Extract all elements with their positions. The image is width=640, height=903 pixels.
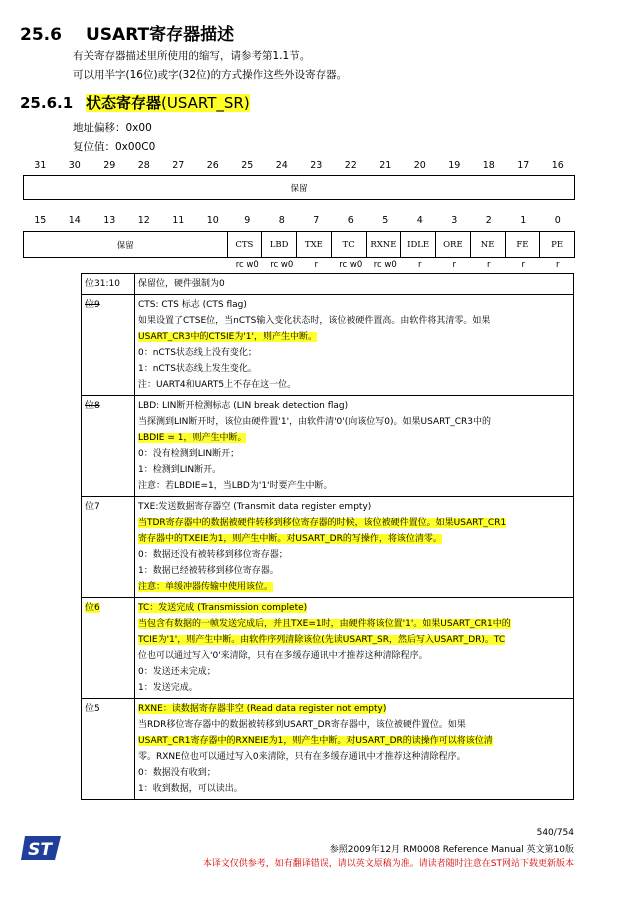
bit-description: 保留位，硬件强制为0 [135,274,574,295]
bit-number: 18 [482,160,495,171]
access-type: r [521,260,525,270]
table-row [82,497,574,598]
access-type: r [556,260,560,270]
bit-number: 14 [68,215,81,226]
bit-number: 19 [448,160,461,171]
bit-number: 2 [485,215,492,226]
intro-line-1: 有关寄存器描述里所使用的缩写，请参考第1.1节。 [73,50,311,62]
svg-text:ST: ST [28,840,52,860]
translation-disclaimer: 本译文仅供参考，如有翻译错误，请以英文原稿为准。请读者随时注意在ST网站下载更新版本 [202,859,574,869]
page-number: 540/754 [536,828,574,838]
bit-description: TC：发送完成 (Transmission complete) 当包含有数据的一帧发送完成后，并且TXE=1时，由硬件将该位置'1'。如果USART_CR1中的 TCIE为'1'，则产生中断。由软件序列清除该位(先读USART_SR，然后写入USART_DR)。TC 位也可以通过写入'0'来清除，只有在多缓存通讯中才推荐这种清除程序。 0：发送还未完成； 1：发送完成。 [135,598,574,699]
bit-number: 4 [416,215,423,226]
subsection-title-highlighted: 状态寄存器(USART_SR) [86,94,250,112]
bit-label: 位6 [85,603,100,613]
bit-label: 位7 [82,497,135,598]
reset-value: 复位值：0x00C0 [73,141,156,153]
bit-label: 位5 [82,699,135,800]
access-type: r [418,260,422,270]
bit-number: 16 [551,160,564,171]
bit-number: 7 [313,215,320,226]
bit-number: 29 [103,160,116,171]
bit-number: 21 [379,160,392,171]
bit-number: 1 [520,215,527,226]
bit-number: 11 [172,215,185,226]
section-heading [20,20,234,45]
bit-number: 25 [241,160,254,171]
upper-register-box [23,175,575,200]
bit-number: 10 [206,215,219,226]
access-type: rc w0 [339,260,363,270]
bit-number: 13 [103,215,116,226]
bit-number: 27 [172,160,185,171]
field-rxne: RXNE [366,232,401,257]
field-cts: CTS [227,232,262,257]
bit-label: 位8 [85,401,100,411]
lower-register-box [23,231,575,258]
bit-number: 22 [344,160,357,171]
field-tc: TC [331,232,366,257]
field-idle: IDLE [400,232,435,257]
field-pe: PE [539,232,574,257]
section-number: 25.6 [20,25,62,45]
bit-number: 3 [451,215,458,226]
table-row [82,598,574,699]
access-type: r [487,260,491,270]
st-logo [21,836,61,860]
access-type: rc w0 [270,260,294,270]
table-row [82,396,574,497]
bit-number: 30 [68,160,81,171]
bit-number: 8 [278,215,285,226]
table-row [82,295,574,396]
bit-description: TXE:发送数据寄存器空 (Transmit data register empty) 当TDR寄存器中的数据被硬件转移到移位寄存器的时候，该位被硬件置位。如果USART_CR1 寄存器中的TXEIE为1，则产生中断。对USART_DR的写操作，将该位清零。 0：数据还没有被转移到移位寄存器； 1：数据已经被转移到移位寄存器。 注意：单缓冲器传输中使用该位。 [135,497,574,598]
section-title: USART寄存器描述 [86,25,235,45]
field-ne: NE [470,232,505,257]
access-type: rc w0 [373,260,397,270]
bit-number: 9 [244,215,251,226]
bit-number: 31 [34,160,47,171]
access-type: r [314,260,318,270]
upper-bit-numbers [23,160,575,171]
reserved-field: 保留 [116,240,134,251]
bit-number: 5 [382,215,389,226]
field-txe: TXE [296,232,331,257]
bit-number: 17 [517,160,530,171]
field-ore: ORE [435,232,470,257]
reference-line: 参照2009年12月 RM0008 Reference Manual 英文第10版 [329,845,574,855]
bit-number: 20 [413,160,426,171]
bit-number: 24 [275,160,288,171]
bit-number: 26 [206,160,219,171]
subsection-number: 25.6.1 [20,94,74,112]
reserved-field: 保留 [290,183,308,194]
bit-number: 23 [310,160,323,171]
lower-bit-numbers [23,215,575,226]
bit-number: 28 [137,160,150,171]
bit-description: LBD: LIN断开检测标志 (LIN break detection flag) 当探测到LIN断开时，该位由硬件置'1'，由软件清'0'(向该位写0)。如果USART_CR3中的 LBDIE = 1，则产生中断。 0：没有检测到LIN断开； 1：检测到LIN断开。 注意：若LBDIE=1，当LBD为'1'时要产生中断。 [135,396,574,497]
address-offset: 地址偏移：0x00 [73,122,152,134]
bit-number: 15 [34,215,47,226]
access-row [23,260,575,270]
access-type: rc w0 [235,260,259,270]
bit-number: 0 [554,215,561,226]
bit-number: 12 [137,215,150,226]
table-row [82,699,574,800]
field-lbd: LBD [261,232,296,257]
bit-description: CTS: CTS 标志 (CTS flag) 如果设置了CTSE位，当nCTS输入变化状态时，该位被硬件置高。由软件将其清零。如果 USART_CR3中的CTSIE为'1'，则产生中断。 0：nCTS状态线上没有变化； 1：nCTS状态线上发生变化。 注：UART4和UART5上不存在这一位。 [135,295,574,396]
intro-line-2: 可以用半字(16位)或字(32位)的方式操作这些外设寄存器。 [73,69,348,81]
field-fe: FE [505,232,540,257]
bit-description: RXNE：读数据寄存器非空 (Read data register not empty) 当RDR移位寄存器中的数据被转移到USART_DR寄存器中，该位被硬件置位。如果 USART_CR1寄存器中的RXNEIE为1，则产生中断。对USART_DR的读操作可以将该位清 零。RXNE位也可以通过写入0来清除，只有在多缓存通讯中才推荐这种清除程序。 0：数据没有收到； 1：收到数据，可以读出。 [135,699,574,800]
access-type: r [452,260,456,270]
bit-description-table [81,273,574,800]
bit-number: 6 [347,215,354,226]
subsection-heading [20,92,250,113]
bit-label: 位9 [85,300,100,310]
table-row [82,274,574,295]
bit-label: 位31:10 [82,274,135,295]
